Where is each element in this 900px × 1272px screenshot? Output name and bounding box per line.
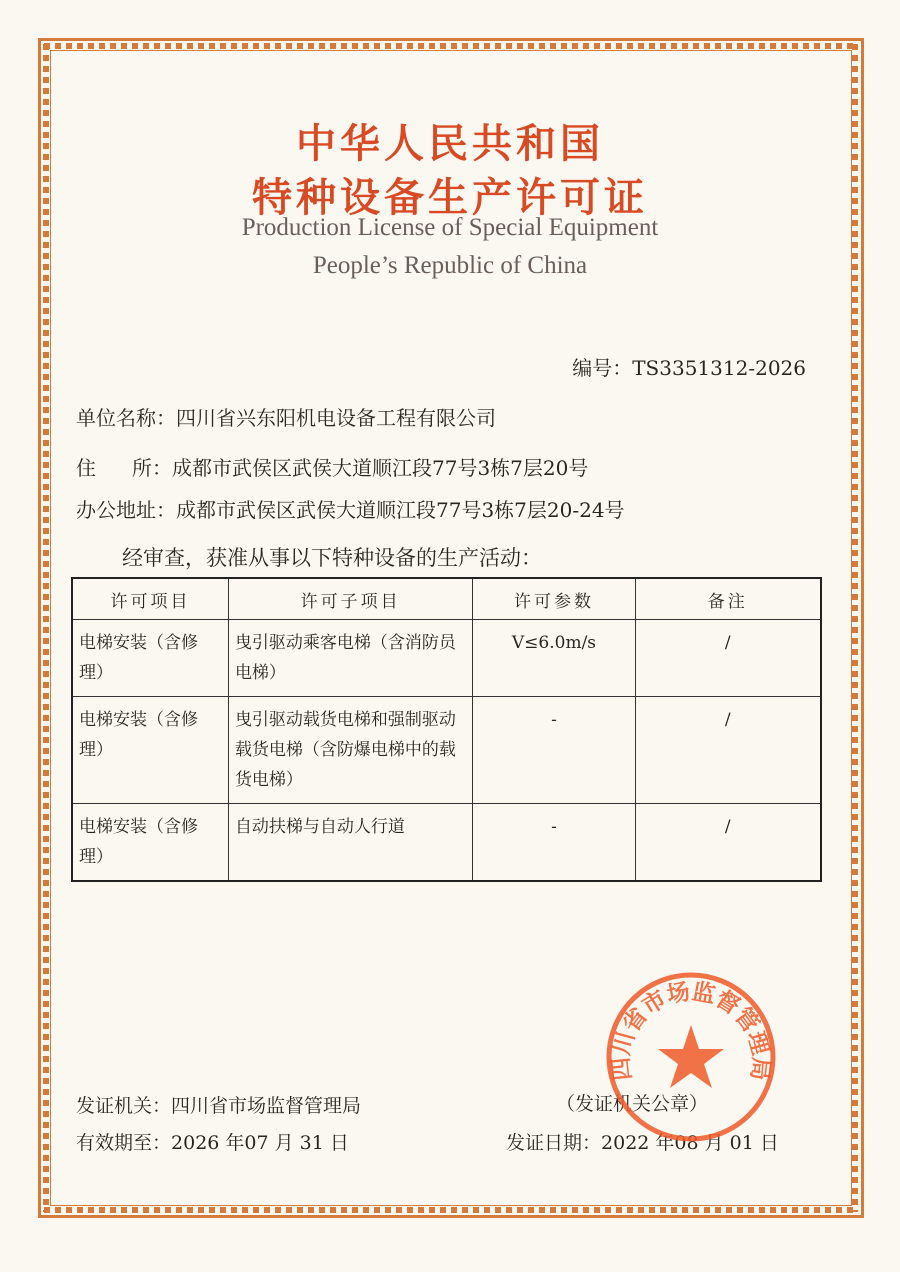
address-row	[76, 452, 588, 481]
unit-name-value: 四川省兴东阳机电设备工程有限公司	[176, 406, 496, 430]
license-table	[71, 577, 822, 882]
unit-name-row	[76, 402, 496, 431]
office-address-label: 办公地址：	[76, 498, 176, 522]
cell-note: /	[635, 697, 821, 804]
validity-value: 2026 年07 月 31 日	[171, 1132, 349, 1154]
cell-item: 电梯安装（含修理）	[72, 804, 228, 882]
cell-param: -	[473, 697, 635, 804]
unit-name-label: 单位名称：	[76, 406, 176, 430]
border-pattern-top	[44, 43, 858, 49]
seal-note: （发证机关公章）	[556, 1093, 709, 1115]
issuer-value: 四川省市场监督管理局	[171, 1095, 362, 1117]
title-en-line2: People’s Republic of China	[312, 252, 588, 279]
header-note: 备注	[635, 578, 821, 620]
address-label-b: 所：	[132, 456, 172, 480]
cell-sub-item: 曳引驱动载货电梯和强制驱动载货电梯（含防爆电梯中的载货电梯）	[228, 697, 472, 804]
header-param: 许可参数	[473, 578, 635, 620]
issuing-authority	[76, 1091, 361, 1118]
cell-item: 电梯安装（含修理）	[72, 697, 228, 804]
issue-date-value: 2022 年08 月 01 日	[601, 1132, 779, 1154]
issuer-label: 发证机关：	[76, 1095, 172, 1117]
intro-text: 经审查，获准从事以下特种设备的生产活动：	[122, 546, 542, 570]
cell-item: 电梯安装（含修理）	[72, 620, 228, 697]
table-header-row	[72, 578, 821, 620]
cell-sub-item: 曳引驱动乘客电梯（含消防员电梯）	[228, 620, 472, 697]
cell-note: /	[635, 804, 821, 882]
license-number-value: TS3351312-2026	[632, 356, 806, 380]
office-address-value: 成都市武侯区武侯大道顺江段77号3栋7层20-24号	[176, 498, 625, 522]
header-item: 许可项目	[72, 578, 228, 620]
office-address-row	[76, 494, 625, 523]
cell-sub-item: 自动扶梯与自动人行道	[228, 804, 472, 882]
validity	[76, 1128, 349, 1155]
title-en-line1: Production License of Special Equipment	[241, 214, 659, 241]
cell-param: V≤6.0m/s	[473, 620, 635, 697]
cell-note: /	[635, 620, 821, 697]
official-seal	[604, 970, 778, 1144]
table-row	[72, 804, 821, 882]
title-cn-line2: 特种设备生产许可证	[252, 175, 648, 221]
license-number-label: 编号：	[572, 356, 633, 380]
border-pattern-bottom	[44, 1207, 858, 1213]
address-value: 成都市武侯区武侯大道顺江段77号3栋7层20号	[172, 456, 589, 480]
address-label-a: 住	[76, 456, 132, 480]
star-icon	[658, 1025, 724, 1088]
title-cn-line1: 中华人民共和国	[296, 121, 604, 167]
validity-label: 有效期至：	[76, 1132, 172, 1154]
header-sub-item: 许可子项目	[228, 578, 472, 620]
table-row	[72, 620, 821, 697]
table-row	[72, 697, 821, 804]
issue-date-label: 发证日期：	[506, 1132, 602, 1154]
seal-text: 四川省市场监督管理局	[608, 978, 774, 1082]
license-number	[572, 352, 806, 381]
cell-param: -	[473, 804, 635, 882]
